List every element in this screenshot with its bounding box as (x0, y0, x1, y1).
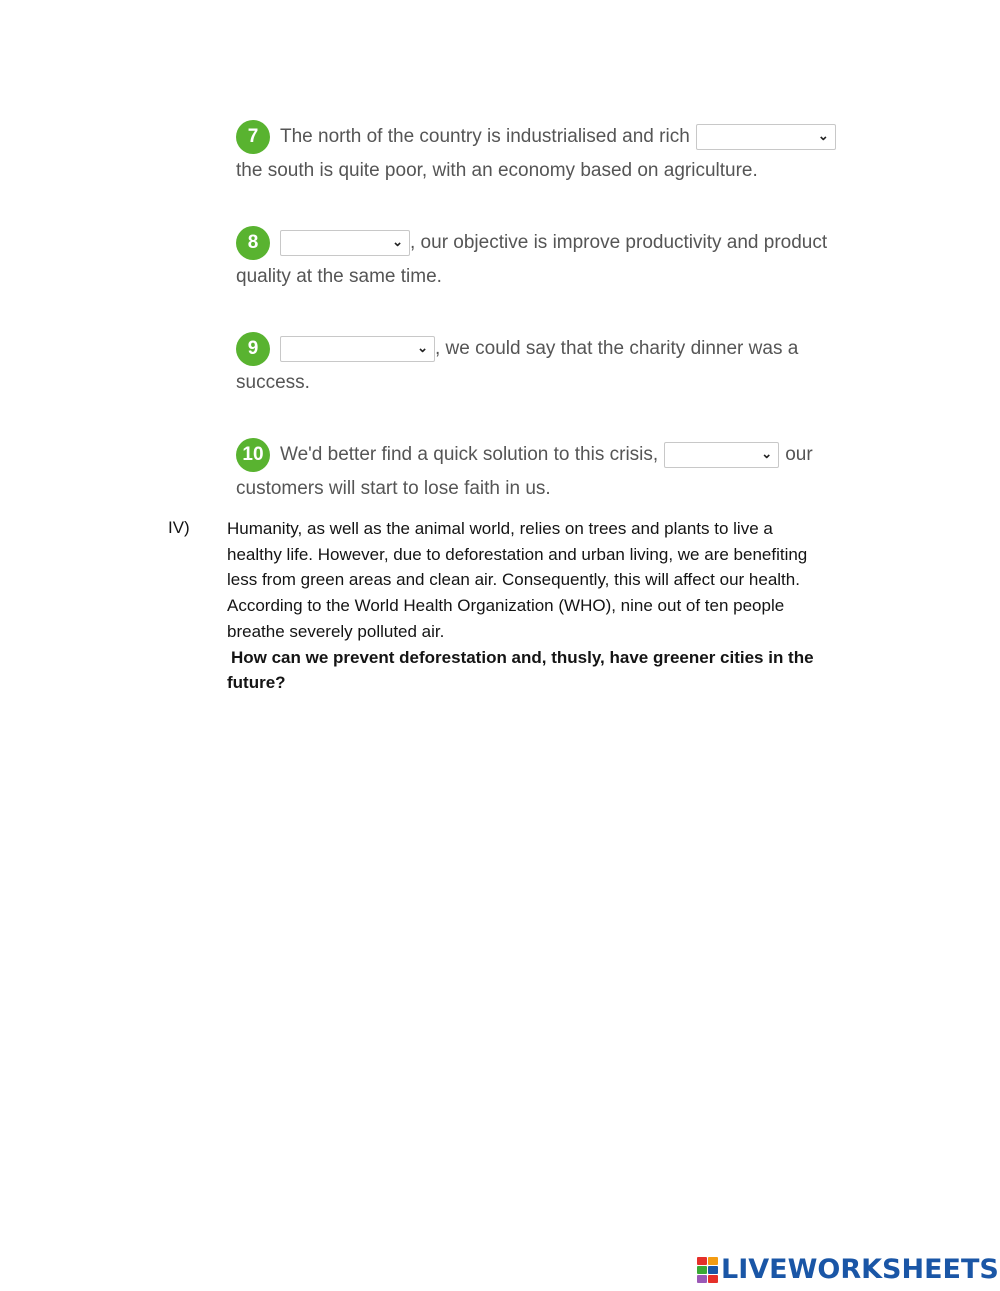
answer-dropdown[interactable] (696, 124, 836, 150)
question-text-continued: customers will start to lose faith in us. (236, 478, 551, 499)
chevron-down-icon: ⌄ (817, 128, 829, 143)
writing-prompt-line: How can we prevent deforestation and, thusly, have greener cities in the (231, 647, 814, 667)
chevron-down-icon: ⌄ (392, 234, 403, 249)
question-number-badge: 10 (236, 438, 270, 472)
question-text-continued: the south is quite poor, with an economy based on agriculture. (236, 160, 758, 181)
logo-mark-icon (697, 1257, 717, 1283)
question-text-after: , our objective is improve productivity and product (410, 232, 828, 253)
paragraph-line: According to the World Health Organization (WHO), nine out of ten people (227, 596, 785, 616)
brand-name: LIVEWORKSHEETS (721, 1254, 999, 1285)
answer-dropdown[interactable] (280, 230, 410, 256)
question-text-before: We'd better find a quick solution to this crisis, (280, 444, 659, 465)
question-number-badge: 9 (236, 332, 270, 366)
question-text-after: our (785, 444, 813, 465)
question-number-badge: 8 (236, 226, 270, 260)
paragraph-line: breathe severely polluted air. (227, 621, 445, 641)
paragraph-line: less from green areas and clean air. Consequently, this will affect our health. (227, 570, 800, 590)
section-paragraph (227, 516, 867, 696)
paragraph-line: healthy life. However, due to deforestation and urban living, we are benefiting (227, 544, 808, 564)
liveworksheets-logo (697, 1254, 999, 1285)
question-text-continued: quality at the same time. (236, 266, 442, 287)
chevron-down-icon: ⌄ (761, 446, 773, 461)
writing-prompt-line: future? (227, 673, 286, 693)
question-text-before: The north of the country is industrialised and rich (280, 126, 690, 147)
chevron-down-icon: ⌄ (417, 340, 428, 355)
question-text-after: , we could say that the charity dinner was a (435, 338, 799, 359)
answer-dropdown[interactable] (664, 442, 779, 468)
answer-dropdown[interactable] (280, 336, 435, 362)
question-text-continued: success. (236, 372, 310, 393)
paragraph-line: Humanity, as well as the animal world, relies on trees and plants to live a (227, 519, 773, 538)
question-number-badge: 7 (236, 120, 270, 154)
section-label: IV) (168, 518, 190, 537)
